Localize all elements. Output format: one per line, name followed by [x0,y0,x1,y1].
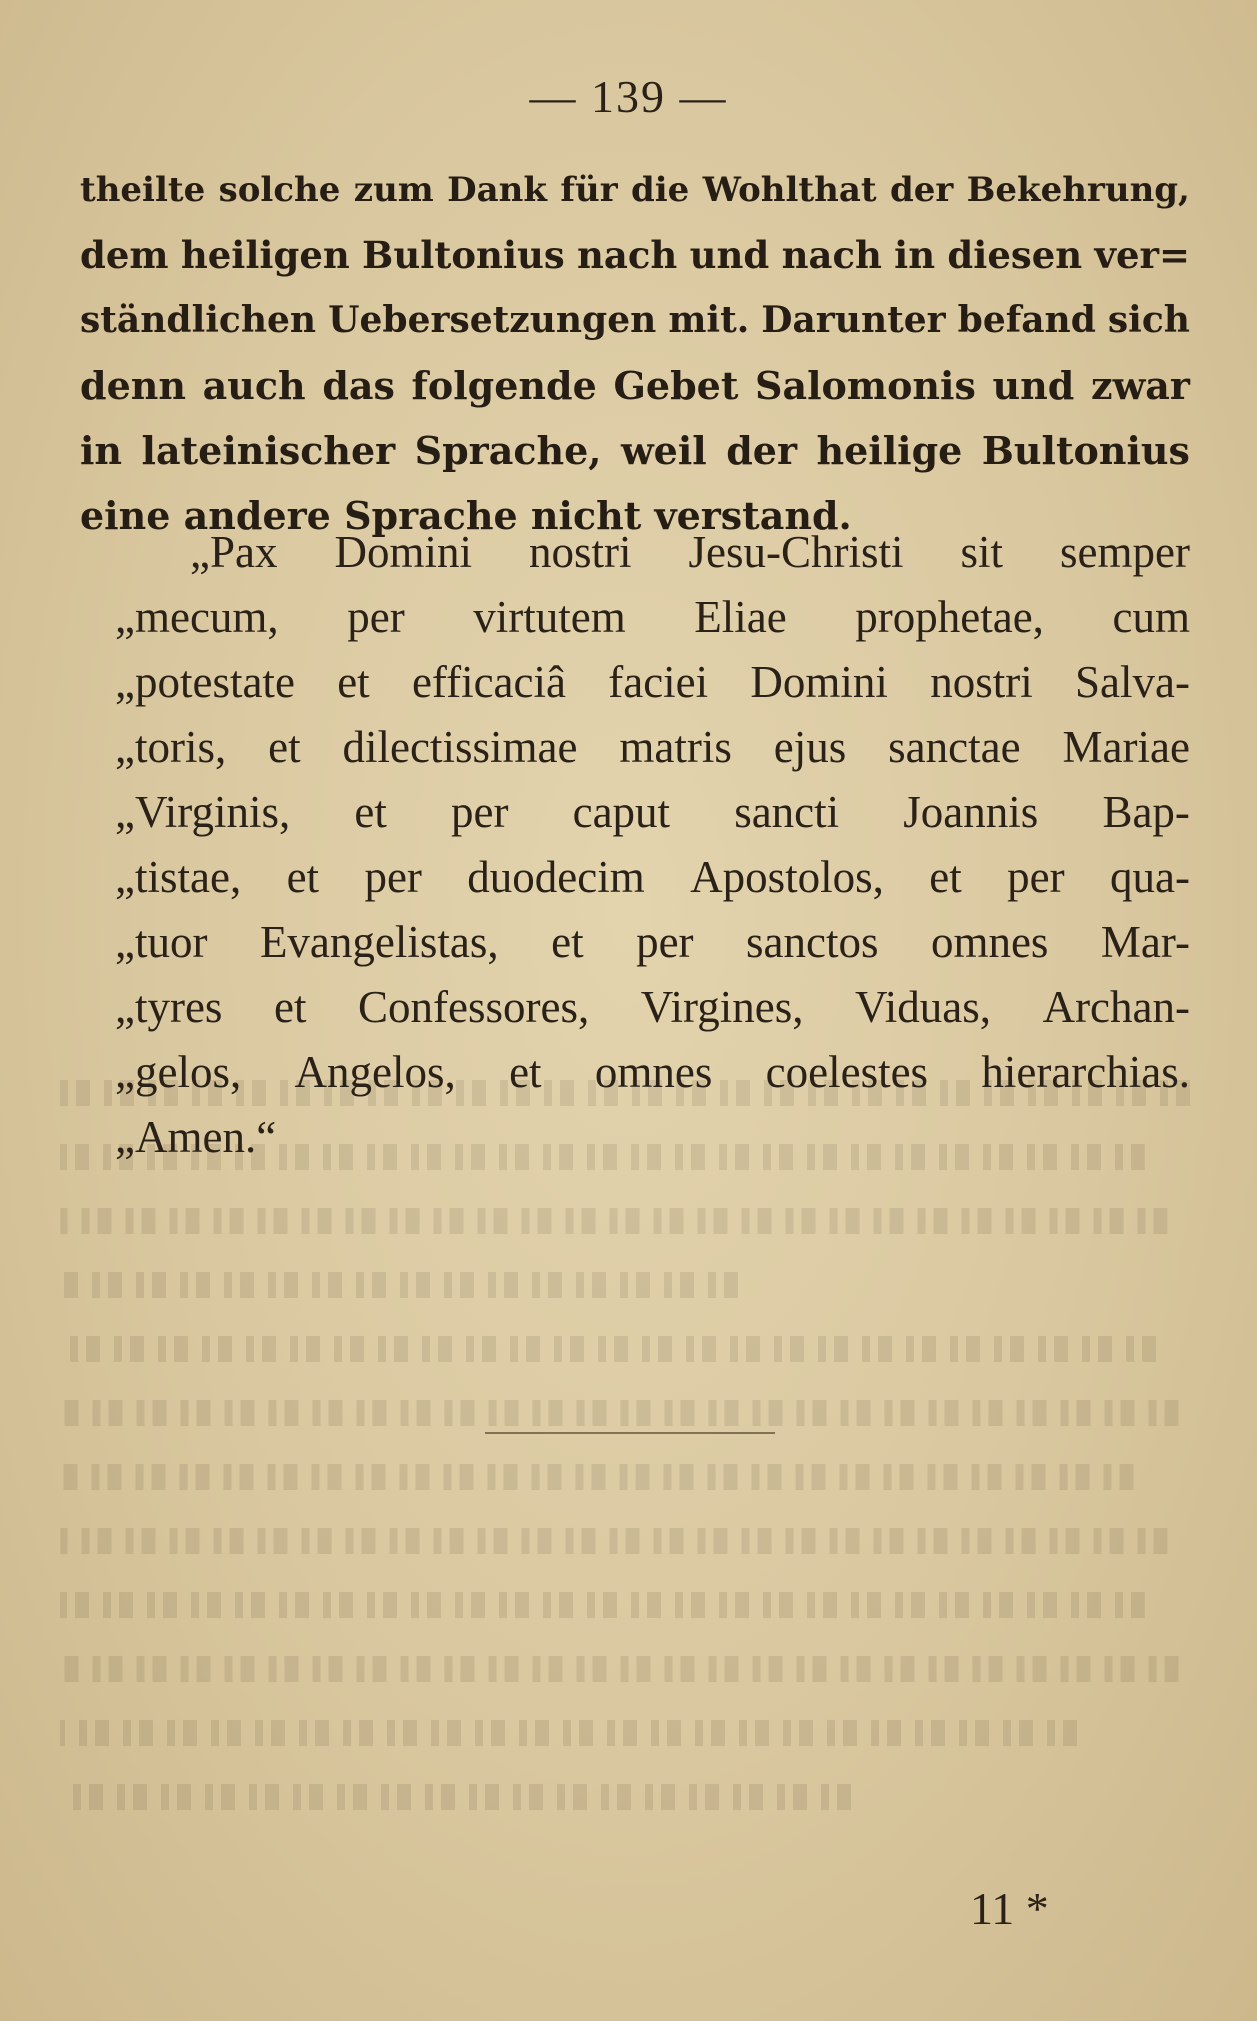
signature-mark: 11 * [970,1883,1049,1934]
german-line: theilte solche zum Dank für die Wohlthat der Bekehrung, [80,170,1190,210]
german-line: denn auch das folgende Gebet Salomonis und zwar [80,363,1190,408]
page-number-header: — 139 — [529,71,728,122]
latin-prayer [80,520,1190,1170]
latin-line: „tistae, et per duodecim Apostolos, et per qua- [115,852,1190,902]
german-paragraph [80,158,1190,548]
latin-line: „toris, et dilectissimae matris ejus sanctae Mariae [115,722,1190,772]
german-line: eine andere Sprache nicht verstand. [80,493,852,538]
german-line: dem heiligen Bultonius nach und nach in diesen ver= [80,233,1190,277]
german-line: ständlichen Uebersetzungen mit. Darunter befand sich [80,299,1190,341]
latin-line: „tuor Evangelistas, et per sanctos omnes Mar- [115,917,1190,967]
latin-line: „tyres et Confessores, Virgines, Viduas, Archan- [115,982,1190,1032]
latin-line: „potestate et efficaciâ faciei Domini nostri Salva- [115,657,1190,707]
latin-line: „gelos, Angelos, et omnes coelestes hierarchias. [115,1047,1190,1097]
latin-line: „Pax Domini nostri Jesu-Christi sit semper [190,527,1190,577]
section-divider [485,1432,775,1434]
german-line: in lateinischer Sprache, weil der heilige Bultonius [80,428,1190,473]
latin-line: „Amen.“ [115,1112,277,1162]
latin-line: „Virginis, et per caput sancti Joannis Bap- [115,787,1190,837]
latin-line: „mecum, per virtutem Eliae prophetae, cum [115,592,1190,642]
bleed-through-text [60,1080,1190,1840]
